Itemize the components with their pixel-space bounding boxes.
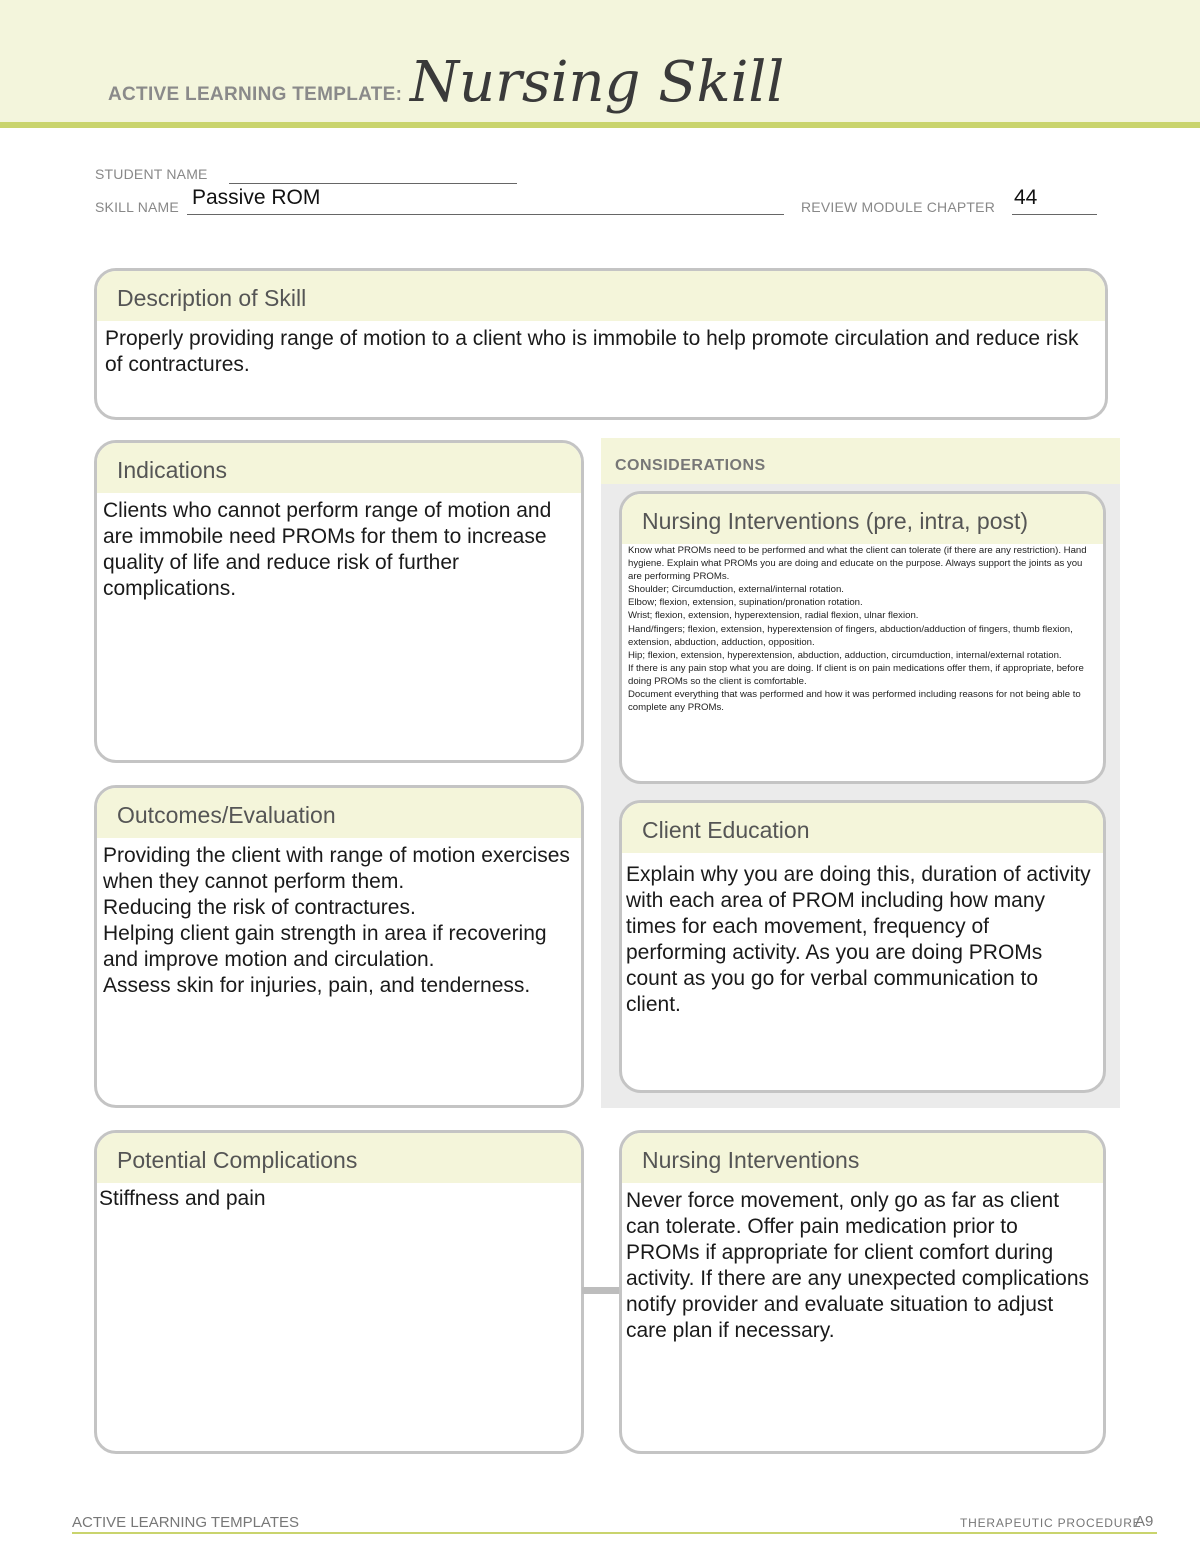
review-module-field[interactable] [1012,214,1097,215]
footer-right: THERAPEUTIC PROCEDURE [960,1516,1142,1530]
student-name-field[interactable] [229,183,517,184]
indications-box [94,440,584,763]
client-education-heading: Client Education [622,803,1103,853]
template-label: ACTIVE LEARNING TEMPLATE: [108,84,403,105]
nursing-interventions-ppp-box [619,491,1106,784]
page-title: Nursing Skill [410,50,785,115]
description-heading: Description of Skill [97,271,1105,321]
skill-name-field[interactable] [187,214,784,215]
footer-left: ACTIVE LEARNING TEMPLATES [72,1514,299,1531]
connector-bar [582,1287,620,1294]
skill-name-value: Passive ROM [192,186,321,209]
outcomes-heading: Outcomes/Evaluation [97,788,581,838]
nursing-interventions-ppp-text[interactable]: Know what PROMs need to be performed and what the client can tolerate (if there are any restriction). Hand hygiene. Explain what PROMs you are doing and educate on the purpose. Always support the joints as you are performing PROMs. Shoulder; Circumduction, external/internal rotation. Elbow; flexion, extension, supination/pronation rotation. Wrist; flexion, extension, hyperextension, radial flexion, ulnar flexion. Hand/fingers; flexion, extension, hyperextension of fingers, abduction/adduction of fingers, thumb flexion, extension, abduction, adduction, opposition. Hip; flexion, extension, hyperextension, abduction, adduction, circumduction, internal/external rotation. If there is any pain stop what you are doing. If client is on pain medications offer them, if appropriate, before doing PROMs so the client is comfortable. Document everything that was performed and how it was performed including reasons for not being able to complete any PROMs. [628,545,1087,714]
nursing-interventions-heading: Nursing Interventions [622,1133,1103,1183]
description-text[interactable]: Properly providing range of motion to a client who is immobile to help promote circulation and reduce risk of contractures. [105,327,1079,376]
review-module-value: 44 [1014,186,1038,209]
client-education-text[interactable]: Explain why you are doing this, duration of activity with each area of PROM including how many times for each movement, frequency of performing activity. As you are doing PROMs count as you go for verbal communication to client. [626,863,1091,1016]
nursing-interventions-box [619,1130,1106,1454]
nursing-interventions-ppp-heading: Nursing Interventions (pre, intra, post) [622,494,1103,544]
complications-box [94,1130,584,1454]
nursing-interventions-text[interactable]: Never force movement, only go as far as client can tolerate. Offer pain medication prior to PROMs if appropriate for client comfort during activity. If there are any unexpected complications notify provider and evaluate situation to adjust care plan if necessary. [626,1189,1090,1342]
page-number: A9 [1135,1513,1154,1530]
footer-rule [72,1532,1157,1534]
skill-name-label: SKILL NAME [95,199,179,215]
review-module-label: REVIEW MODULE CHAPTER [801,199,995,215]
considerations-heading: CONSIDERATIONS [601,438,1120,484]
indications-text[interactable]: Clients who cannot perform range of motion and are immobile need PROMs for them to increase quality of life and reduce risk of further complications. [103,499,552,600]
complications-text[interactable]: Stiffness and pain [99,1187,266,1210]
outcomes-text[interactable]: Providing the client with range of motion exercises when they cannot perform them. Reducing the risk of contractures. Helping client gain strength in area if recovering and improve motion and circulation. Assess skin for injuries, pain, and tenderness. [103,844,570,997]
student-name-label: STUDENT NAME [95,166,208,182]
description-box [94,268,1108,420]
complications-heading: Potential Complications [97,1133,581,1183]
client-education-box [619,800,1106,1093]
indications-heading: Indications [97,443,581,493]
outcomes-box [94,785,584,1108]
